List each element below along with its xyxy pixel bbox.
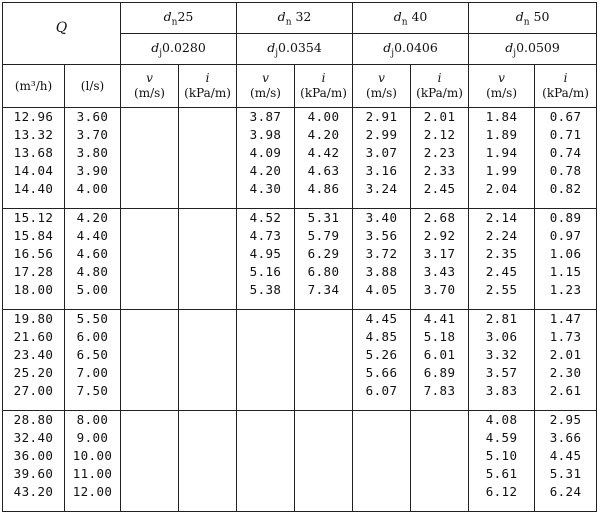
- table-value: 5.16: [249, 264, 282, 279]
- table-value: 0.89: [549, 210, 582, 225]
- dn25-gradient-cell: [179, 411, 237, 512]
- table-value: 39.60: [13, 466, 54, 481]
- dn32-gradient-cell: [295, 310, 353, 411]
- table-value: 12.00: [72, 484, 113, 499]
- dn40-velocity-cell: [353, 108, 411, 209]
- flow-symbol: Q: [55, 19, 68, 36]
- table-value: 5.00: [76, 282, 109, 297]
- table-value: 4.42: [307, 145, 340, 160]
- table-value: 1.73: [549, 329, 582, 344]
- table-value: 15.84: [13, 228, 54, 243]
- table-value: 4.30: [249, 181, 282, 196]
- table-value: 1.47: [549, 311, 582, 326]
- table-value: 3.88: [365, 264, 398, 279]
- table-value: 0.74: [549, 145, 582, 160]
- dn32-velocity-cell: [237, 411, 295, 512]
- table-value: 3.60: [76, 109, 109, 124]
- table-value: 2.04: [485, 181, 518, 196]
- flow-ls-cell: [65, 411, 121, 512]
- table-value: 3.83: [485, 383, 518, 398]
- table-value: 16.56: [13, 246, 54, 261]
- table-value: 2.33: [423, 163, 456, 178]
- dn50-header: $d_n$ 50: [469, 3, 597, 34]
- table-row-group: [3, 411, 597, 512]
- table-value: 2.68: [423, 210, 456, 225]
- table-value: 4.52: [249, 210, 282, 225]
- table-value: 3.07: [365, 145, 398, 160]
- table-row-group: [3, 310, 597, 411]
- dn40-velocity-cell: [353, 411, 411, 512]
- table-value: 7.00: [76, 365, 109, 380]
- table-value: 5.31: [307, 210, 340, 225]
- flow-ls-cell: [65, 108, 121, 209]
- table-value: 2.99: [365, 127, 398, 142]
- dn40-gradient-cell: [411, 108, 469, 209]
- dn40-header: $d_n$ 40: [353, 3, 469, 34]
- table-value: 3.57: [485, 365, 518, 380]
- table-value: 4.05: [365, 282, 398, 297]
- table-value: 14.40: [13, 181, 54, 196]
- dn40-gradient-cell: [411, 209, 469, 310]
- hydraulic-table-sheet: [2, 2, 596, 525]
- table-value: 6.50: [76, 347, 109, 362]
- table-value: 5.66: [365, 365, 398, 380]
- table-value: 3.56: [365, 228, 398, 243]
- table-value: 2.61: [549, 383, 582, 398]
- dn32-gradient-cell: [295, 108, 353, 209]
- table-value: 3.70: [76, 127, 109, 142]
- dn50-gradient-cell: [535, 108, 597, 209]
- dn32-gradient-cell: [295, 411, 353, 512]
- table-value: 10.00: [72, 448, 113, 463]
- table-value: 5.26: [365, 347, 398, 362]
- dn25-gradient-cell: [179, 209, 237, 310]
- table-value: 9.00: [76, 430, 109, 445]
- table-value: 3.40: [365, 210, 398, 225]
- table-value: 3.87: [249, 109, 282, 124]
- table-value: 4.73: [249, 228, 282, 243]
- unit-i-32: i (kPa/m): [295, 65, 353, 108]
- table-value: 2.14: [485, 210, 518, 225]
- table-value: 5.50: [76, 311, 109, 326]
- table-value: 0.97: [549, 228, 582, 243]
- table-value: 7.34: [307, 282, 340, 297]
- dn25-velocity-cell: [121, 411, 179, 512]
- table-value: 13.68: [13, 145, 54, 160]
- table-value: 2.23: [423, 145, 456, 160]
- dn32-gradient-cell: [295, 209, 353, 310]
- unit-v-25: v (m/s): [121, 65, 179, 108]
- table-value: 4.60: [76, 246, 109, 261]
- unit-ls: (l/s): [65, 65, 121, 108]
- table-value: 1.06: [549, 246, 582, 261]
- table-value: 5.61: [485, 466, 518, 481]
- table-value: 14.04: [13, 163, 54, 178]
- table-value: 0.82: [549, 181, 582, 196]
- table-value: 15.12: [13, 210, 54, 225]
- dn32-velocity-cell: [237, 310, 295, 411]
- dj50-header: $d_j0.0509$: [469, 34, 597, 65]
- dn25-header: $d_n25$: [121, 3, 237, 34]
- table-value: 13.32: [13, 127, 54, 142]
- table-value: 2.45: [485, 264, 518, 279]
- dn32-header: $d_n$ 32: [237, 3, 353, 34]
- table-value: 3.16: [365, 163, 398, 178]
- table-value: 17.28: [13, 264, 54, 279]
- table-value: 3.24: [365, 181, 398, 196]
- unit-i-50: i (kPa/m): [535, 65, 597, 108]
- unit-m3h: (m³/h): [3, 65, 65, 108]
- table-value: 28.80: [13, 412, 54, 427]
- table-value: 4.45: [365, 311, 398, 326]
- table-value: 1.94: [485, 145, 518, 160]
- dn50-velocity-cell: [469, 411, 535, 512]
- table-value: 23.40: [13, 347, 54, 362]
- dn40-gradient-cell: [411, 310, 469, 411]
- table-value: 4.20: [249, 163, 282, 178]
- table-value: 1.84: [485, 109, 518, 124]
- table-value: 4.40: [76, 228, 109, 243]
- table-value: 2.01: [549, 347, 582, 362]
- table-value: 4.00: [76, 181, 109, 196]
- table-value: 6.01: [423, 347, 456, 362]
- dn50-gradient-cell: [535, 209, 597, 310]
- table-value: 1.23: [549, 282, 582, 297]
- table-value: 3.72: [365, 246, 398, 261]
- table-value: 4.95: [249, 246, 282, 261]
- flow-m3h-cell: [3, 310, 65, 411]
- flow-m3h-cell: [3, 411, 65, 512]
- dn25-velocity-cell: [121, 209, 179, 310]
- table-value: 5.38: [249, 282, 282, 297]
- table-value: 2.45: [423, 181, 456, 196]
- table-value: 7.50: [76, 383, 109, 398]
- hydraulic-calculation-table: [2, 2, 597, 512]
- table-value: 2.01: [423, 109, 456, 124]
- table-value: 21.60: [13, 329, 54, 344]
- table-value: 2.35: [485, 246, 518, 261]
- unit-i-25: i (kPa/m): [179, 65, 237, 108]
- table-value: 12.96: [13, 109, 54, 124]
- table-value: 18.00: [13, 282, 54, 297]
- unit-v-50: v (m/s): [469, 65, 535, 108]
- dn50-velocity-cell: [469, 310, 535, 411]
- flow-m3h-cell: [3, 108, 65, 209]
- dn25-gradient-cell: [179, 310, 237, 411]
- dn40-gradient-cell: [411, 411, 469, 512]
- table-value: 6.89: [423, 365, 456, 380]
- dn50-gradient-cell: [535, 310, 597, 411]
- dn25-gradient-cell: [179, 108, 237, 209]
- table-value: 3.90: [76, 163, 109, 178]
- table-value: 5.18: [423, 329, 456, 344]
- table-value: 6.80: [307, 264, 340, 279]
- table-value: 36.00: [13, 448, 54, 463]
- flow-header: [3, 3, 121, 65]
- table-value: 11.00: [72, 466, 113, 481]
- table-value: 32.40: [13, 430, 54, 445]
- table-value: 43.20: [13, 484, 54, 499]
- table-value: 6.12: [485, 484, 518, 499]
- table-value: 6.29: [307, 246, 340, 261]
- table-body: [3, 108, 597, 512]
- table-value: 3.66: [549, 430, 582, 445]
- table-value: 4.45: [549, 448, 582, 463]
- table-value: 3.43: [423, 264, 456, 279]
- table-value: 4.20: [76, 210, 109, 225]
- table-value: 3.80: [76, 145, 109, 160]
- table-value: 5.31: [549, 466, 582, 481]
- dn25-velocity-cell: [121, 108, 179, 209]
- unit-i-40: i (kPa/m): [411, 65, 469, 108]
- table-value: 4.59: [485, 430, 518, 445]
- flow-m3h-cell: [3, 209, 65, 310]
- table-value: 27.00: [13, 383, 54, 398]
- dn40-velocity-cell: [353, 209, 411, 310]
- table-row-group: [3, 108, 597, 209]
- table-value: 2.55: [485, 282, 518, 297]
- table-value: 4.41: [423, 311, 456, 326]
- table-value: 4.00: [307, 109, 340, 124]
- table-value: 3.98: [249, 127, 282, 142]
- table-value: 3.32: [485, 347, 518, 362]
- table-value: 4.20: [307, 127, 340, 142]
- table-value: 2.24: [485, 228, 518, 243]
- table-value: 3.06: [485, 329, 518, 344]
- table-value: 4.63: [307, 163, 340, 178]
- table-value: 2.91: [365, 109, 398, 124]
- dn32-velocity-cell: [237, 209, 295, 310]
- dn50-velocity-cell: [469, 108, 535, 209]
- table-row-group: [3, 209, 597, 310]
- table-value: 3.70: [423, 282, 456, 297]
- unit-v-40: v (m/s): [353, 65, 411, 108]
- table-value: 2.81: [485, 311, 518, 326]
- table-value: 1.15: [549, 264, 582, 279]
- table-value: 7.83: [423, 383, 456, 398]
- dj40-header: $d_j0.0406$: [353, 34, 469, 65]
- table-value: 6.24: [549, 484, 582, 499]
- table-value: 1.89: [485, 127, 518, 142]
- dj32-header: $d_j0.0354$: [237, 34, 353, 65]
- table-value: 4.85: [365, 329, 398, 344]
- table-value: 2.30: [549, 365, 582, 380]
- table-value: 6.07: [365, 383, 398, 398]
- table-value: 4.86: [307, 181, 340, 196]
- flow-ls-cell: [65, 310, 121, 411]
- table-value: 2.92: [423, 228, 456, 243]
- table-value: 25.20: [13, 365, 54, 380]
- dn50-gradient-cell: [535, 411, 597, 512]
- table-value: 5.79: [307, 228, 340, 243]
- table-value: 0.67: [549, 109, 582, 124]
- table-value: 0.71: [549, 127, 582, 142]
- flow-ls-cell: [65, 209, 121, 310]
- table-value: 8.00: [76, 412, 109, 427]
- unit-v-32: v (m/s): [237, 65, 295, 108]
- table-value: 19.80: [13, 311, 54, 326]
- dn40-velocity-cell: [353, 310, 411, 411]
- dj25-header: $d_j0.0280$: [121, 34, 237, 65]
- dn32-velocity-cell: [237, 108, 295, 209]
- table-value: 0.78: [549, 163, 582, 178]
- table-value: 4.08: [485, 412, 518, 427]
- table-value: 6.00: [76, 329, 109, 344]
- table-value: 5.10: [485, 448, 518, 463]
- table-value: 2.95: [549, 412, 582, 427]
- table-value: 4.09: [249, 145, 282, 160]
- table-value: 2.12: [423, 127, 456, 142]
- table-value: 4.80: [76, 264, 109, 279]
- dn50-velocity-cell: [469, 209, 535, 310]
- table-value: 1.99: [485, 163, 518, 178]
- table-value: 3.17: [423, 246, 456, 261]
- dn25-velocity-cell: [121, 310, 179, 411]
